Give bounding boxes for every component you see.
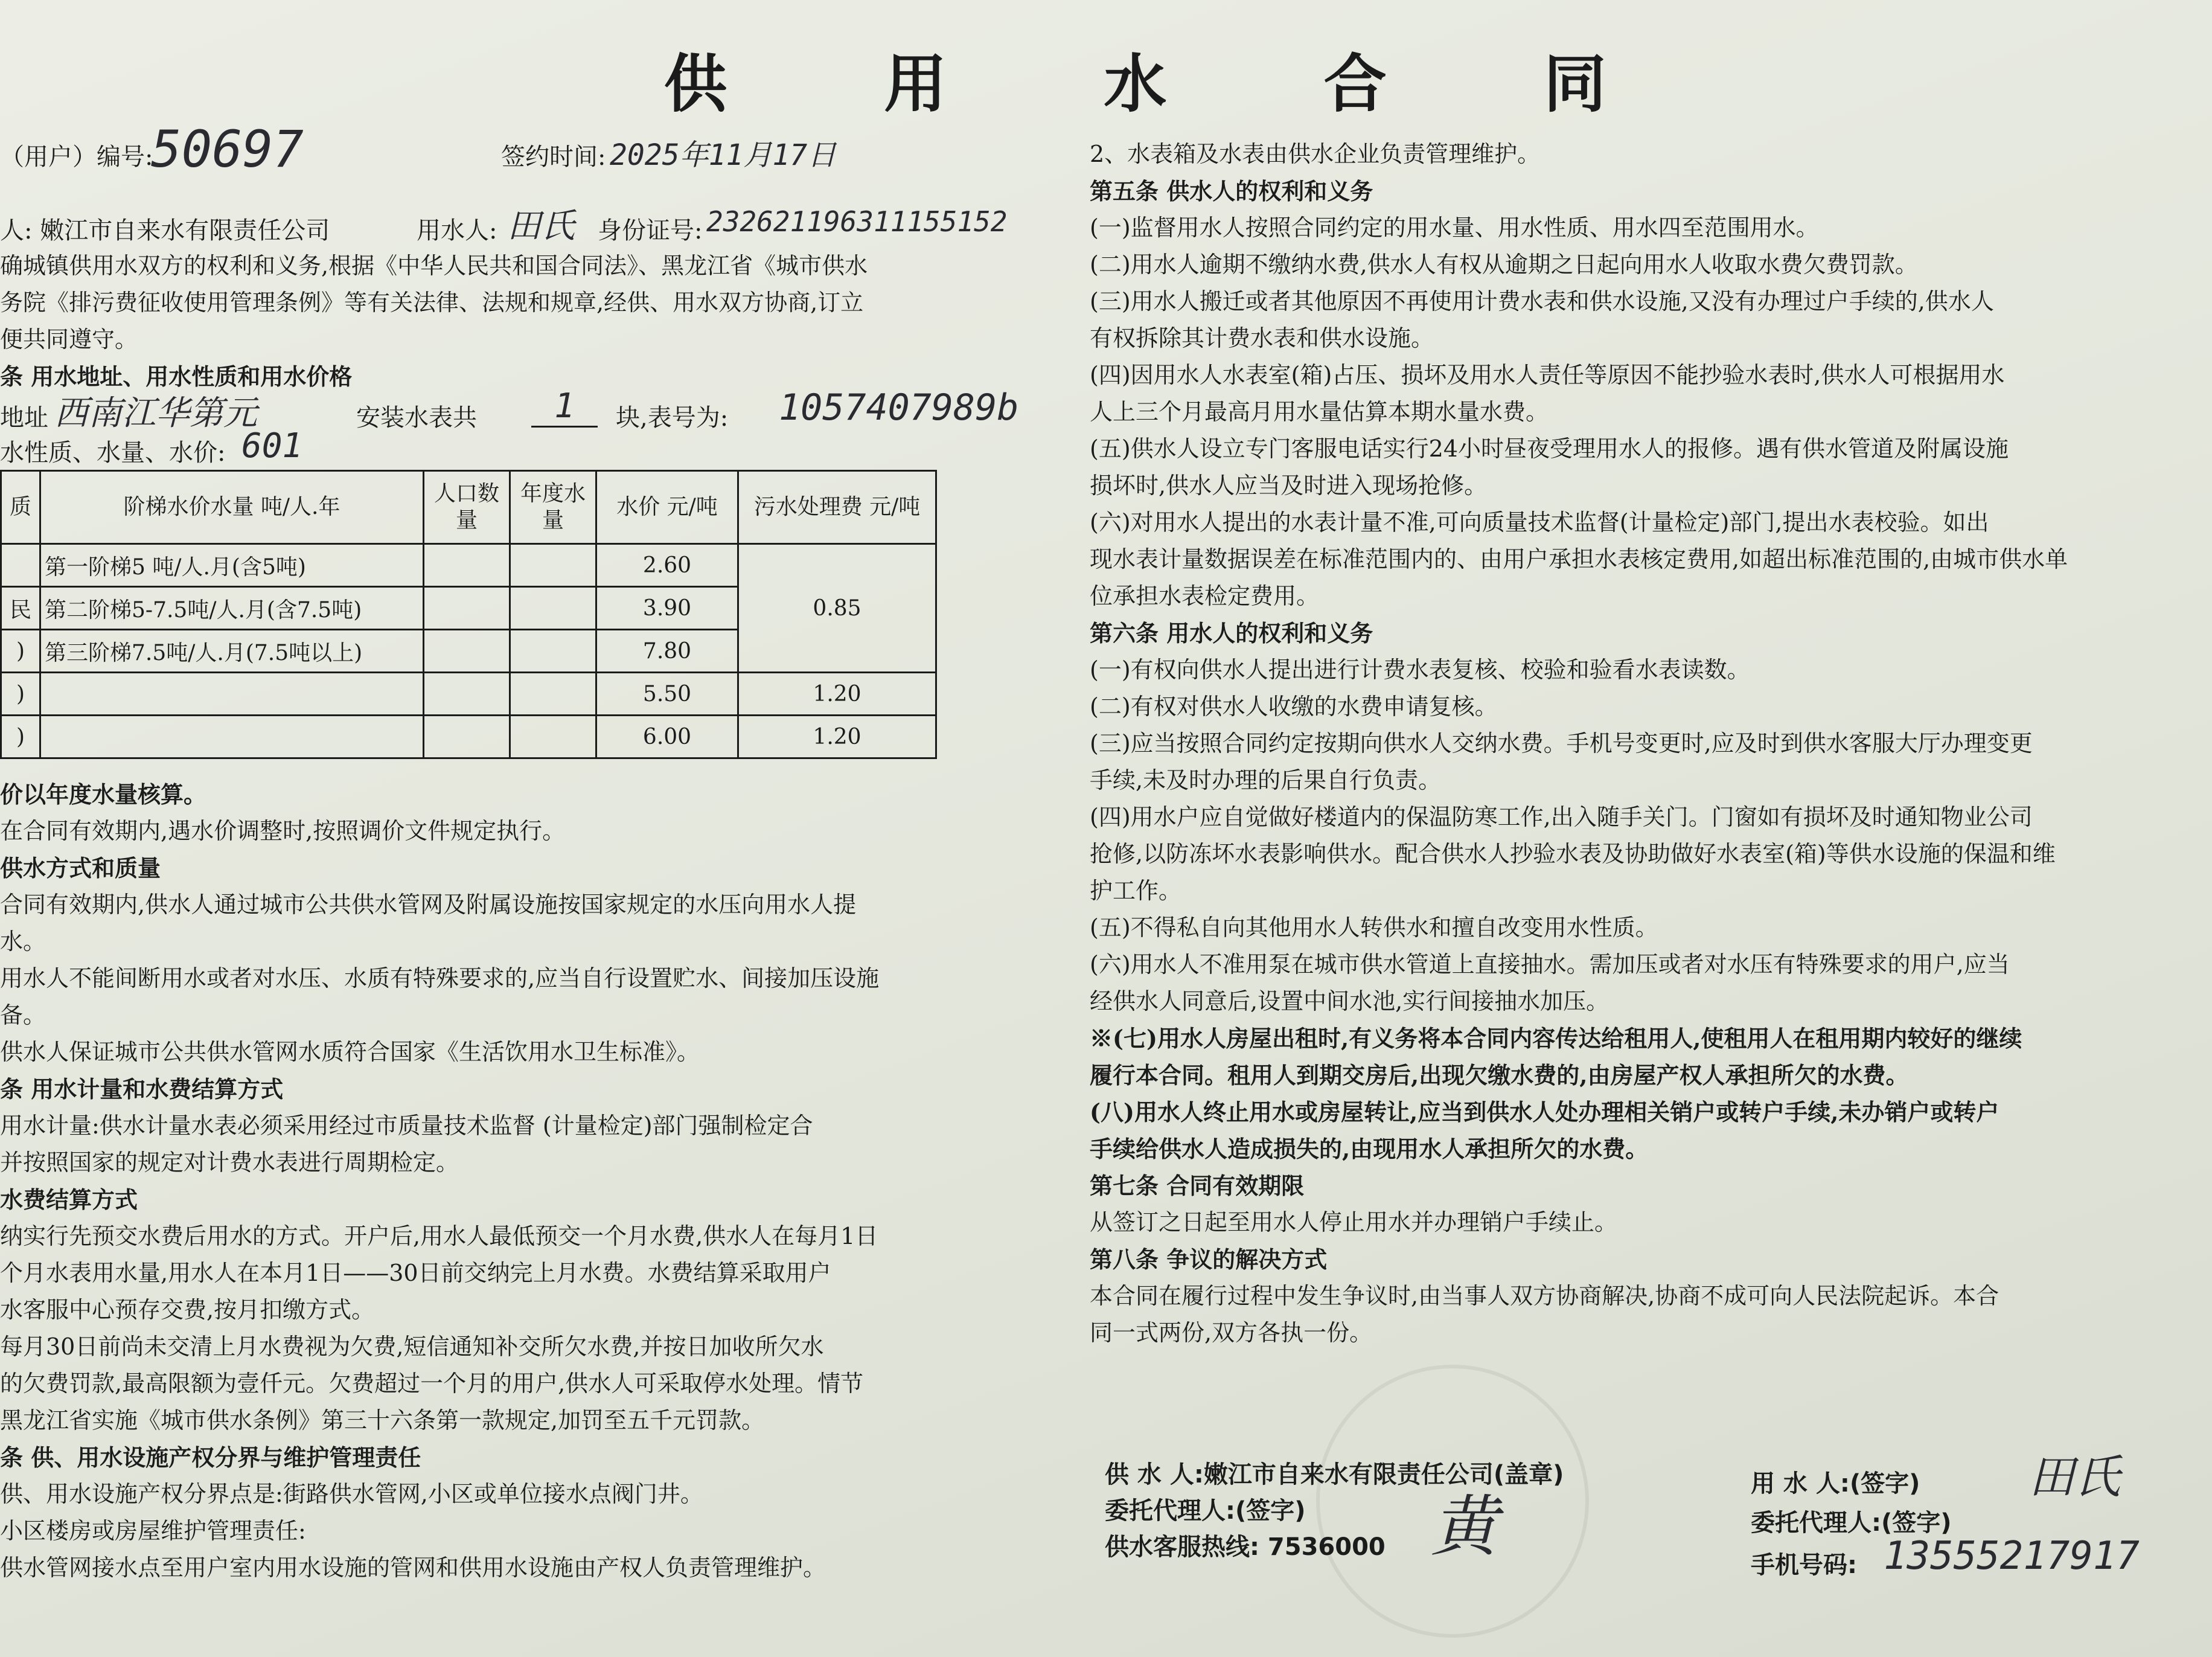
clause-line: 条 供、用水设施产权分界与维护管理责任 — [0, 1444, 421, 1471]
clause-line: 供水管网接水点至用户室内用水设施的管网和供用水设施由产权人负责管理维护。 — [0, 1554, 826, 1581]
clause-line: 位承担水表检定费用。 — [1090, 583, 1320, 609]
agent-signature: 黄 — [1431, 1488, 1497, 1565]
clause-line: 第七条 合同有效期限 — [1090, 1172, 1305, 1199]
clause-line: (二)有权对供水人收缴的水费申请复核。 — [1090, 693, 1498, 720]
header-cell: 年度水量 — [510, 471, 596, 544]
annual-cell — [510, 544, 596, 587]
intro-line: 便共同遵守。 — [0, 326, 138, 353]
address-value: 西南江华第元 — [54, 394, 257, 433]
consumer-agent-line: 委托代理人:(签字) — [1751, 1509, 1952, 1537]
clause-line: 纳实行先预交水费后用水的方式。开户后,用水人最低预交一个月水费,供水人在每月1日 — [0, 1223, 878, 1249]
sign-date-value: 2025年11月17日 — [610, 138, 837, 172]
consumer-signature: 田氏 — [2028, 1450, 2120, 1504]
clause-line: 用水人不能间断用水或者对水压、水质有特殊要求的,应当自行设置贮水、间接加压设施 — [0, 965, 880, 992]
clause-line: 的欠费罚款,最高限额为壹仟元。欠费超过一个月的用户,供水人可采取停水处理。情节 — [0, 1370, 864, 1397]
clause-line: 每月30日前尚未交清上月水费视为欠费,短信通知补交所欠水费,并按日加收所欠水 — [0, 1333, 824, 1360]
nature-value: 601 — [241, 426, 303, 466]
clause-line: 损坏时,供水人应当及时进入现场抢修。 — [1090, 472, 1488, 499]
consumer-signature-line: 用 水 人:(签字) — [1751, 1470, 1920, 1498]
hotline-line: 供水客服热线: 7536000 — [1105, 1533, 1386, 1561]
clause-line: (八)用水人终止用水或房屋转让,应当到供水人处办理相关销户或转户手续,未办销户或转户 — [1090, 1098, 1999, 1126]
clause-line: 用水计量:供水计量水表必须采用经过市质量技术监督 (计量检定)部门强制检定合 — [0, 1112, 813, 1139]
supplier-agent-line: 委托代理人:(签字) — [1105, 1497, 1306, 1525]
population-cell — [424, 673, 510, 716]
price-cell: 3.90 — [596, 587, 738, 630]
intro-block — [0, 248, 960, 395]
clause-line: 2、水表箱及水表由供水企业负责管理维护。 — [1090, 141, 1541, 167]
annual-cell — [510, 630, 596, 673]
nature-label: 水性质、水量、水价: — [0, 439, 226, 467]
page-title: 供 用 水 合 同 — [664, 46, 1674, 121]
clause-line: (五)不得私自向其他用水人转供水和擅自改变用水性质。 — [1090, 914, 1658, 941]
user-no-value: 50697 — [151, 120, 304, 179]
meter-no-label: 块,表号为: — [616, 404, 729, 432]
tier-cell: 第一阶梯5 吨/人.月(含5吨) — [40, 544, 424, 587]
clause-line: 个月水表用水量,用水人在本月1日——30日前交纳完上月水费。水费结算采取用户 — [0, 1260, 831, 1286]
clause-line: 水。 — [0, 928, 46, 955]
clause-line: (三)用水人搬迁或者其他原因不再使用计费水表和供水设施,又没有办理过户手续的,供水人 — [1090, 288, 1994, 315]
clause-line: 抢修,以防冻坏水表影响供水。配合供水人抄验水表及协助做好水表室(箱)等供水设施的保温和维 — [1090, 841, 2056, 867]
type-cell: ) — [1, 716, 40, 758]
type-cell — [1, 544, 40, 587]
population-cell — [424, 716, 510, 758]
clause-line: ※(七)用水人房屋出租时,有义务将本合同内容传达给租用人,使租用人在租用期内较好的继续 — [1090, 1025, 2022, 1052]
table-row — [1, 716, 936, 758]
clause-line: 手续,未及时办理的后果自行负责。 — [1090, 767, 1442, 793]
clause-line: (五)供水人设立专门客服电话实行24小时昼夜受理用水人的报修。遇有供水管道及附属设施 — [1090, 435, 2009, 462]
clause-line: 备。 — [0, 1002, 46, 1028]
type-cell: ) — [1, 673, 40, 716]
right-column-text — [1090, 136, 2176, 1351]
price-cell: 6.00 — [596, 716, 738, 758]
clause-line: (六)用水人不准用泵在城市供水管道上直接抽水。需加压或者对水压有特殊要求的用户,应当 — [1090, 951, 2010, 978]
clause-line: 第五条 供水人的权利和义务 — [1090, 178, 1373, 205]
phone-value: 13555217917 — [1884, 1534, 2140, 1578]
meter-label: 安装水表共 — [356, 404, 477, 432]
sewage-cell: 1.20 — [738, 716, 936, 758]
population-cell — [424, 630, 510, 673]
clause-line: (四)因用水人水表室(箱)占压、损坏及用水人责任等原因不能抄验水表时,供水人可根据用水 — [1090, 362, 2005, 388]
annual-cell — [510, 673, 596, 716]
intro-line: 务院《排污费征收使用管理条例》等有关法律、法规和规章,经供、用水双方协商,订立 — [0, 289, 864, 316]
clause-line: 护工作。 — [1090, 877, 1182, 904]
supplier-signature-line: 供 水 人:嫩江市自来水有限责任公司(盖章) — [1105, 1461, 1564, 1489]
sewage-cell: 0.85 — [738, 544, 936, 673]
user-no-label: （用户）编号: — [0, 143, 153, 171]
price-cell: 5.50 — [596, 673, 738, 716]
id-value: 232621196311155152 — [706, 205, 1008, 238]
header-cell: 质 — [1, 471, 40, 544]
clause-line: 第八条 争议的解决方式 — [1090, 1246, 1328, 1273]
clause-line: 供、用水设施产权分界点是:街路供水管网,小区或单位接水点阀门井。 — [0, 1481, 703, 1507]
consumer-label: 用水人: — [417, 217, 497, 245]
tier-cell: 第二阶梯5-7.5吨/人.月(含7.5吨) — [40, 587, 424, 630]
type-cell: ) — [1, 630, 40, 673]
article-heading: 条 用水地址、用水性质和用水价格 — [0, 363, 353, 390]
left-column-text — [0, 776, 960, 1586]
price-cell: 2.60 — [596, 544, 738, 587]
clause-line: 同一式两份,双方各执一份。 — [1090, 1319, 1373, 1346]
clause-line: (一)监督用水人按照合同约定的用水量、用水性质、用水四至范围用水。 — [1090, 214, 1819, 241]
sign-date-label: 签约时间: — [501, 143, 606, 171]
clause-line: 第六条 用水人的权利和义务 — [1090, 620, 1373, 647]
annual-cell — [510, 716, 596, 758]
clause-line: (二)用水人逾期不缴纳水费,供水人有权从逾期之日起向用水人收取水费欠费罚款。 — [1090, 251, 1918, 278]
phone-label: 手机号码: — [1751, 1551, 1857, 1579]
clause-line: 水客服中心预存交费,按月扣缴方式。 — [0, 1296, 375, 1323]
header-cell: 人口数量 — [424, 471, 510, 544]
clause-line: 在合同有效期内,遇水价调整时,按照调价文件规定执行。 — [0, 818, 566, 844]
clause-line: 黑龙江省实施《城市供水条例》第三十六条第一款规定,加罚至五千元罚款。 — [0, 1407, 765, 1434]
population-cell — [424, 587, 510, 630]
table-header-row — [1, 471, 936, 544]
header-cell: 污水处理费 元/吨 — [738, 471, 936, 544]
clause-line: 小区楼房或房屋维护管理责任: — [0, 1518, 306, 1544]
clause-line: 价以年度水量核算。 — [0, 781, 207, 808]
meter-count: 1 — [531, 386, 598, 428]
clause-line: 现水表计量数据误差在标准范围内的、由用户承担水表核定费用,如超出标准范围的,由城市供水单 — [1090, 546, 2068, 572]
tier-cell — [40, 716, 424, 758]
id-label: 身份证号: — [598, 217, 703, 245]
clause-line: 条 用水计量和水费结算方式 — [0, 1075, 284, 1103]
clause-line: 经供水人同意后,设置中间水池,实行间接抽水加压。 — [1090, 988, 1609, 1014]
clause-line: 供水人保证城市公共供水管网水质符合国家《生活饮用水卫生标准》。 — [0, 1039, 700, 1065]
clause-line: 有权拆除其计费水表和供水设施。 — [1090, 325, 1434, 351]
table-row — [1, 673, 936, 716]
sewage-cell: 1.20 — [738, 673, 936, 716]
header-cell: 阶梯水价水量 吨/人.年 — [40, 471, 424, 544]
tier-cell: 第三阶梯7.5吨/人.月(7.5吨以上) — [40, 630, 424, 673]
tariff-table — [0, 470, 937, 759]
consumer-name: 田氏 — [507, 207, 575, 246]
table-row — [1, 544, 936, 587]
type-cell: 民 — [1, 587, 40, 630]
price-cell: 7.80 — [596, 630, 738, 673]
meter-no-value: 1057407989b — [779, 386, 1019, 429]
clause-line: 人上三个月最高月用水量估算本期水量水费。 — [1090, 399, 1549, 425]
clause-line: (四)用水户应自觉做好楼道内的保温防寒工作,出入随手关门。门窗如有损坏及时通知物业公司 — [1090, 804, 2033, 830]
clause-line: 并按照国家的规定对计费水表进行周期检定。 — [0, 1149, 459, 1176]
clause-line: (一)有权向供水人提出进行计费水表复核、校验和验看水表读数。 — [1090, 656, 1750, 683]
population-cell — [424, 544, 510, 587]
intro-line: 确城镇供用水双方的权利和义务,根据《中华人民共和国合同法》、黑龙江省《城市供水 — [0, 252, 868, 279]
clause-line: 履行本合同。租用人到期交房后,出现欠缴水费的,由房屋产权人承担所欠的水费。 — [1090, 1062, 1909, 1089]
clause-line: 从签订之日起至用水人停止用水并办理销户手续止。 — [1090, 1209, 1618, 1236]
supplier-line: 人: 嫩江市自来水有限责任公司 — [0, 217, 330, 245]
clause-line: 合同有效期内,供水人通过城市公共供水管网及附属设施按国家规定的水压向用水人提 — [0, 891, 857, 918]
clause-line: 手续给供水人造成损失的,由现用水人承担所欠的水费。 — [1090, 1135, 1649, 1162]
clause-line: (六)对用水人提出的水表计量不准,可向质量技术监督(计量检定)部门,提出水表校验。如出 — [1090, 509, 1989, 536]
clause-line: 供水方式和质量 — [0, 854, 161, 882]
clause-line: (三)应当按照合同约定按期向供水人交纳水费。手机号变更时,应及时到供水客服大厅办理变更 — [1090, 730, 2033, 757]
annual-cell — [510, 587, 596, 630]
address-label: 地址 — [0, 404, 48, 432]
clause-line: 水费结算方式 — [0, 1186, 138, 1213]
clause-line: 本合同在履行过程中发生争议时,由当事人双方协商解决,协商不成可向人民法院起诉。本合 — [1090, 1283, 1999, 1309]
header-cell: 水价 元/吨 — [596, 471, 738, 544]
tier-cell — [40, 673, 424, 716]
